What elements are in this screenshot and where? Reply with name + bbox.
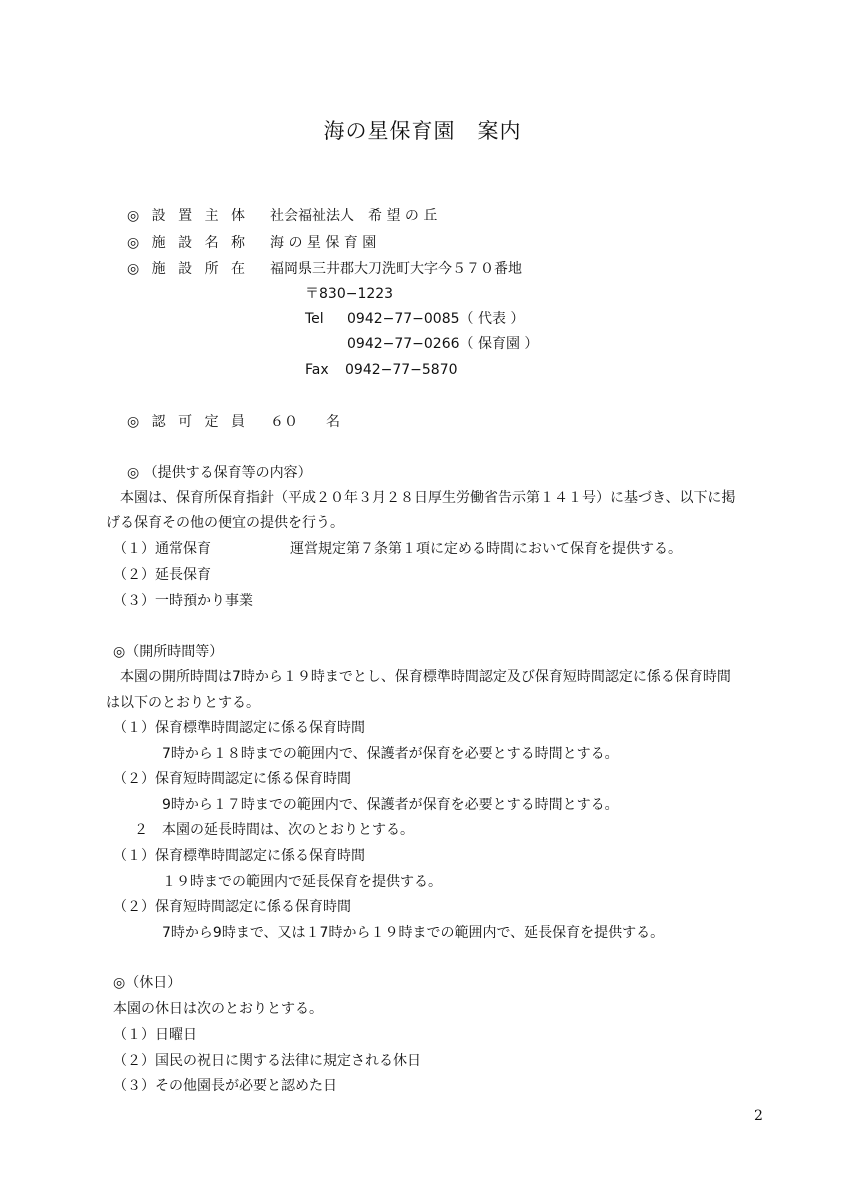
extension-short-desc: 7時から9時まで、又は１7時から１９時までの範囲内で、延長保育を提供する。 <box>162 925 665 941</box>
fax-label: Fax <box>305 362 329 378</box>
services-intro-line-2: げる保育その他の便宜の提供を行う。 <box>106 515 344 531</box>
fax-value: 0942−77−5870 <box>345 362 458 378</box>
holidays-heading: ◎（休日） <box>113 975 182 991</box>
page-number: 2 <box>754 1108 763 1124</box>
services-intro-line-1: 本園は、保育所保育指針（平成２０年３月２８日厚生労働省告示第１４１号）に基づき、以下に掲 <box>120 490 736 506</box>
service-item-3: （３）一時預かり事業 <box>113 593 253 609</box>
holiday-item-3: （３）その他園長が必要と認めた日 <box>113 1078 337 1094</box>
tel-main: 0942−77−0085（ 代表 ） <box>347 311 525 327</box>
service-item-1-label: （１）通常保育 <box>113 541 211 557</box>
service-item-1-desc: 運営規定第７条第１項に定める時間において保育を提供する。 <box>290 541 682 557</box>
hours-intro-line-1: 本園の開所時間は7時から１９時までとし、保育標準時間認定及び保育短時間認定に係る保育時間 <box>120 669 731 685</box>
founder-label: ◎ 設 置 主 体 <box>127 208 250 224</box>
tel-nursery: 0942−77−0266（ 保育園 ） <box>347 336 539 352</box>
services-heading: ◎ （提供する保育等の内容） <box>127 465 312 481</box>
capacity-value: ６０ <box>270 414 298 430</box>
hours-heading: ◎（開所時間等） <box>113 644 224 660</box>
capacity-unit: 名 <box>326 414 340 430</box>
extension-short-label: （２）保育短時間認定に係る保育時間 <box>113 899 351 915</box>
short-hours-desc: 9時から１７時までの範囲内で、保護者が保育を必要とする時間とする。 <box>162 797 619 813</box>
page-title: 海の星保育園 案内 <box>323 119 522 143</box>
postal-code: 〒830−1223 <box>305 286 394 302</box>
capacity-label: ◎ 認 可 定 員 <box>127 414 250 430</box>
short-hours-label: （２）保育短時間認定に係る保育時間 <box>113 771 351 787</box>
facility-name-label: ◎ 施 設 名 称 <box>127 235 250 251</box>
facility-name-value: 海 の 星 保 育 園 <box>270 235 377 251</box>
hours-intro-line-2: は以下のとおりとする。 <box>106 695 260 711</box>
tel-label: Tel <box>305 311 324 327</box>
address-value: 福岡県三井郡大刀洗町大字今５７０番地 <box>270 261 522 277</box>
founder-value: 社会福祉法人 希 望 の 丘 <box>270 208 438 224</box>
extension-standard-label: （１）保育標準時間認定に係る保育時間 <box>113 848 365 864</box>
standard-hours-desc: 7時から１８時までの範囲内で、保護者が保育を必要とする時間とする。 <box>162 746 619 762</box>
holidays-intro: 本園の休日は次のとおりとする。 <box>113 1001 323 1017</box>
extension-heading: ２ 本園の延長時間は、次のとおりとする。 <box>134 822 414 838</box>
holiday-item-1: （１）日曜日 <box>113 1027 197 1043</box>
service-item-2: （２）延長保育 <box>113 567 211 583</box>
address-label: ◎ 施 設 所 在 <box>127 261 250 277</box>
holiday-item-2: （２）国民の祝日に関する法律に規定される休日 <box>113 1053 421 1069</box>
extension-standard-desc: １９時までの範囲内で延長保育を提供する。 <box>162 874 442 890</box>
standard-hours-label: （１）保育標準時間認定に係る保育時間 <box>113 720 365 736</box>
